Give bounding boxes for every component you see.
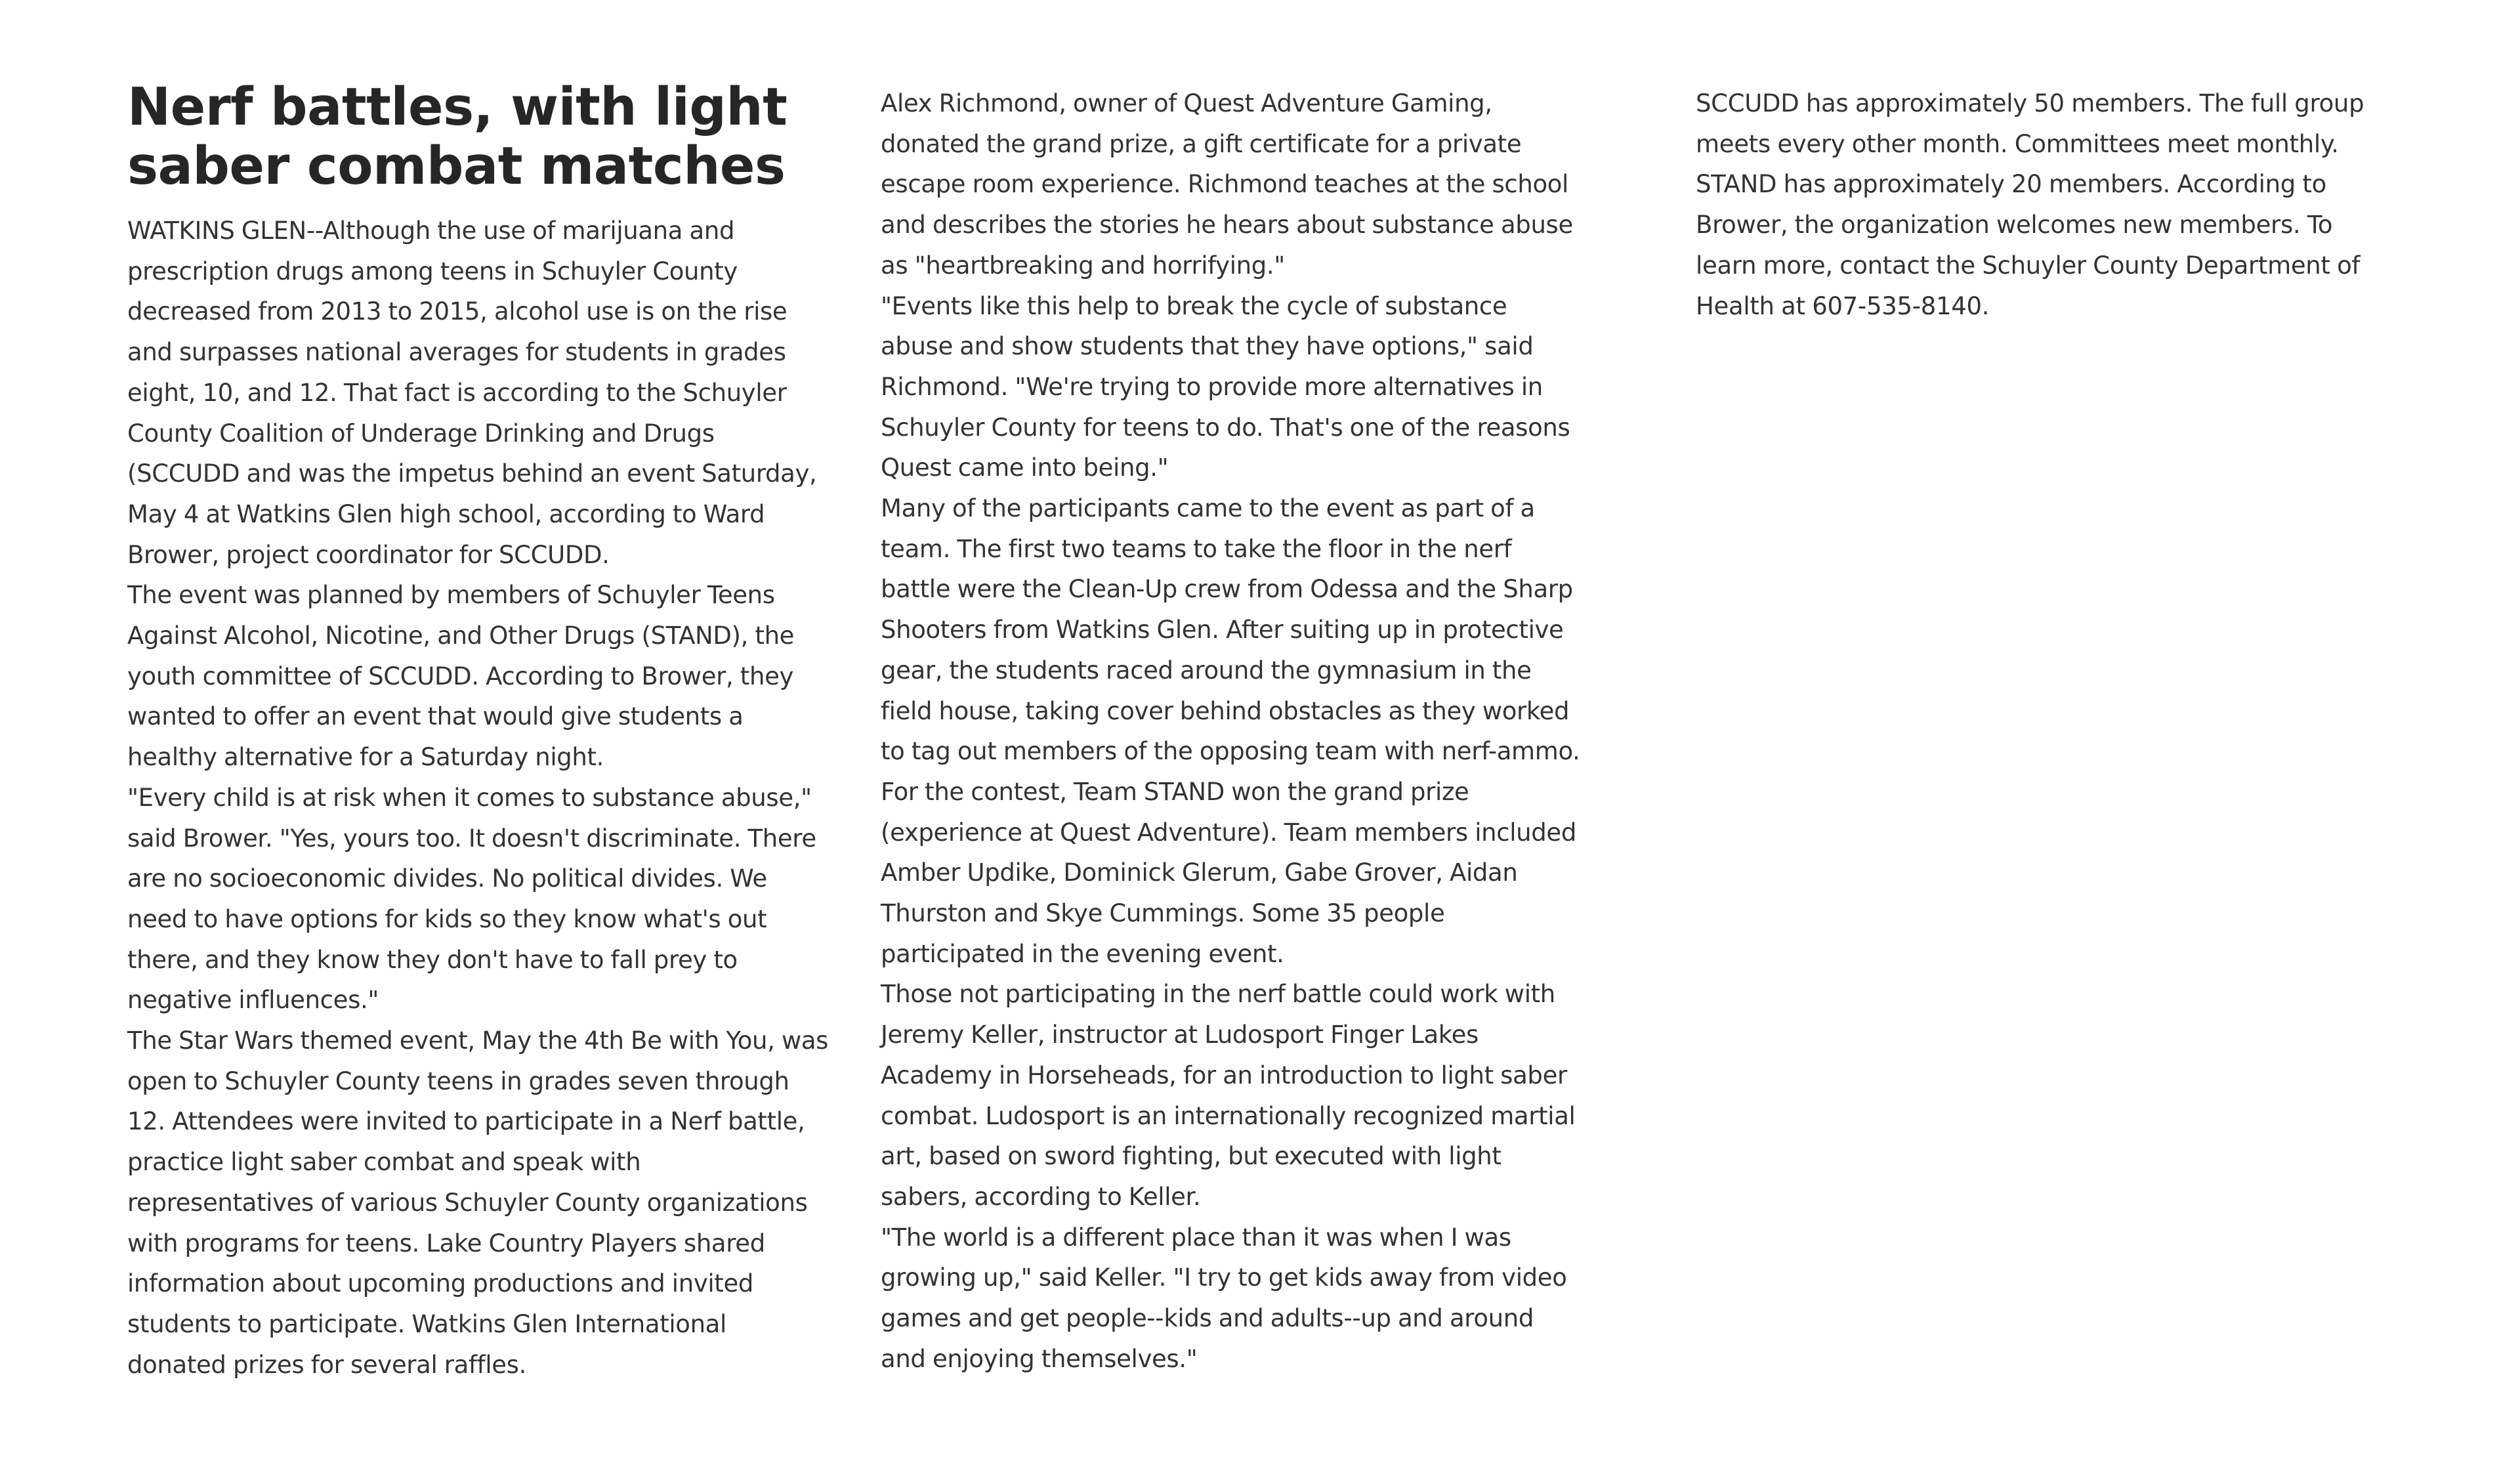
- article-paragraph: WATKINS GLEN--Although the use of marijuana and prescription drugs among teens in Schuyler County decreased from 2013 to 2015, alcohol use is on the rise and surpasses national averages for students in grades eight, 10, and 12. That fact is according to the Schuyler County Coalition of Underage Drinking and Drugs (SCCUDD and was the impetus behind an event Saturday, May 4 at Watkins Glen high school, according to Ward Brower, project coordinator for SCCUDD.: [127, 217, 817, 569]
- article-headline: Nerf battles, with light saber combat matches: [127, 77, 788, 196]
- article-paragraph: Alex Richmond, owner of Quest Adventure Gaming, donated the grand prize, a gift certificate for a private escape room experience. Richmond teaches at the school and describes the stories he hears about substance abuse as "heartbreaking and horrifying.": [881, 89, 1573, 280]
- article-column-2: [881, 83, 1583, 1380]
- article-paragraph: For the contest, Team STAND won the grand prize (experience at Quest Adventure). Team members included Amber Updike, Dominick Glerum, Gabe Grover, Aidan Thurston and Skye Cummings. Some 35 people participated in the evening event.: [881, 777, 1576, 968]
- article-paragraph: Those not participating in the nerf battle could work with Jeremy Keller, instructor at Ludosport Finger Lakes Academy in Horseheads, for an introduction to light saber combat. Ludosport is an internationally recognized martial art, based on sword fighting, but executed with light sabers, according to Keller.: [881, 980, 1576, 1211]
- article-paragraph: "Every child is at risk when it comes to substance abuse," said Brower. "Yes, yours too. It doesn't discriminate. There are no socioeconomic divides. No political divides. We need to have options for kids so they know what's out there, and they know they don't have to fall prey to negative influences.": [127, 783, 816, 1015]
- article-paragraph: Many of the participants came to the event as part of a team. The first two teams to take the floor in the nerf battle were the Clean-Up crew from Odessa and the Sharp Shooters from Watkins Glen. After suiting up in protective gear, the students raced around the gymnasium in the field house, taking cover behind obstacles as they worked to tag out members of the opposing team with nerf-ammo.: [881, 494, 1580, 766]
- article-paragraph: "The world is a different place than it was when I was growing up," said Keller. "I try to get kids away from video games and get people--kids and adults--up and around and enjoying themselves.": [881, 1223, 1567, 1373]
- article-paragraph: The Star Wars themed event, May the 4th Be with You, was open to Schuyler County teens in grades seven through 12. Attendees were invited to participate in a Nerf battle, practice light saber combat and speak with representatives of various Schuyler County organizations with programs for teens. Lake Country Players shared information about upcoming productions and invited students to participate. Watkins Glen International donated prizes for several raffles.: [127, 1026, 829, 1379]
- article-column-3: [1696, 83, 2398, 326]
- article-paragraph: The event was planned by members of Schuyler Teens Against Alcohol, Nicotine, and Other Drugs (STAND), the youth committee of SCCUDD. According to Brower, they wanted to offer an event that would give students a healthy alternative for a Saturday night.: [127, 581, 795, 772]
- article-paragraph: SCCUDD has approximately 50 members. The full group meets every other month. Committees meet monthly. STAND has approximately 20 members. According to Brower, the organization welcomes new members. To learn more, contact the Schuyler County Department of Health at 607-535-8140.: [1696, 89, 2364, 320]
- article-column-1: [127, 211, 830, 1385]
- article-paragraph: "Events like this help to break the cycle of substance abuse and show students that they have options," said Richmond. "We're trying to provide more alternatives in Schuyler County for teens to do. That's one of the reasons Quest came into being.": [881, 291, 1570, 482]
